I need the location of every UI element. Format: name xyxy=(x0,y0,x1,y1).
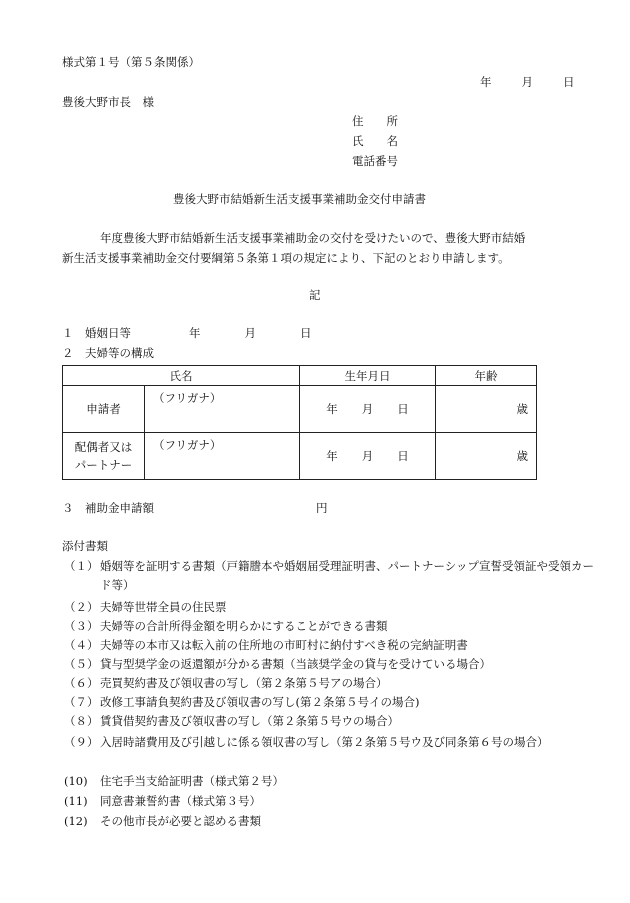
list-item-text: 賃貸借契約書及び領収書の写し（第２条第５号ウの場合） xyxy=(100,714,399,728)
spouse-label-line1: 配偶者又は xyxy=(74,439,133,454)
applicant-label: 申請者 xyxy=(63,386,145,433)
body-line-1: 年度豊後大野市結婚新生活支援事業補助金の交付を受けたいので、豊後大野市結婚 xyxy=(100,231,526,245)
header-age: 年齢 xyxy=(436,366,537,386)
list-item-number: （６） xyxy=(64,676,99,690)
spouse-kana-label: （フリガナ） xyxy=(153,438,222,452)
date-year: 年 xyxy=(480,75,492,89)
list-item xyxy=(64,617,388,636)
table-row xyxy=(63,386,537,433)
address-label: 住 所 xyxy=(352,114,398,128)
spouse-dob-year: 年 xyxy=(326,449,338,463)
applicant-dob-field[interactable] xyxy=(300,386,436,433)
list-item xyxy=(64,772,284,791)
list-item-number: （４） xyxy=(64,638,99,652)
applicant-kana-label: （フリガナ） xyxy=(153,391,222,405)
list-item-text: 貸与型奨学金の返還額が分かる書類（当該奨学金の貸与を受けている場合） xyxy=(100,657,491,671)
spouse-dob-month: 月 xyxy=(361,449,374,463)
attachments-heading: 添付書類 xyxy=(62,539,108,553)
applicant-dob-year: 年 xyxy=(326,402,338,416)
list-item-text: 住宅手当支給証明書（様式第２号） xyxy=(100,774,284,788)
spouse-dob-field[interactable] xyxy=(300,433,436,480)
marriage-date-label: １ 婚姻日等 xyxy=(62,326,131,340)
section-couple-label: ２ 夫婦等の構成 xyxy=(62,346,154,360)
document-title: 豊後大野市結婚新生活支援事業補助金交付申請書 xyxy=(173,192,426,206)
list-item xyxy=(64,674,388,693)
spouse-age-unit: 歳 xyxy=(516,449,528,463)
addressee: 豊後大野市長 様 xyxy=(62,95,154,109)
applicant-dob-day: 日 xyxy=(397,402,409,416)
subsidy-amount-label: ３ 補助金申請額 xyxy=(62,501,154,515)
section-subsidy-amount xyxy=(62,502,328,516)
list-item xyxy=(64,557,600,595)
header-dob: 生年月日 xyxy=(300,366,436,386)
form-label: 様式第１号（第５条関係） xyxy=(62,55,200,69)
table-header-row xyxy=(63,366,537,386)
applicant-dob-month: 月 xyxy=(361,402,374,416)
couple-table xyxy=(62,365,537,480)
list-item-text: その他市長が必要と認める書類 xyxy=(100,814,261,828)
list-item-number: （９） xyxy=(64,735,99,749)
list-item-number: (12) xyxy=(64,814,88,828)
list-item xyxy=(64,792,261,811)
list-item-text: 同意書兼誓約書（様式第３号） xyxy=(100,794,261,808)
list-item-number: （５） xyxy=(64,657,99,671)
list-item-number: （７） xyxy=(64,695,99,709)
spouse-dob-day: 日 xyxy=(397,449,409,463)
marriage-month: 月 xyxy=(244,326,256,340)
name-label: 氏 名 xyxy=(352,134,398,148)
spouse-name-field[interactable] xyxy=(145,433,300,480)
spouse-label-line2: パートナー xyxy=(74,458,133,472)
list-item xyxy=(64,712,399,731)
section-marriage-date xyxy=(62,327,312,341)
list-item xyxy=(64,733,600,752)
applicant-age-field[interactable] xyxy=(436,386,537,433)
list-item-number: （１） xyxy=(64,559,99,573)
list-item xyxy=(64,693,419,712)
ki-heading: 記 xyxy=(309,288,321,302)
list-item-text: 夫婦等世帯全員の住民票 xyxy=(100,600,227,614)
applicant-age-unit: 歳 xyxy=(516,402,528,416)
body-line-2: 新生活支援事業補助金交付要綱第５条第１項の規定により、下記のとおり申請します。 xyxy=(62,251,510,265)
list-item xyxy=(64,598,227,617)
list-item-number: (11) xyxy=(64,794,88,808)
header-name: 氏名 xyxy=(63,366,300,386)
submission-date xyxy=(480,76,575,90)
subsidy-amount-unit: 円 xyxy=(316,501,328,515)
list-item-number: (10) xyxy=(64,774,88,788)
marriage-day: 日 xyxy=(300,326,312,340)
date-month: 月 xyxy=(521,75,533,89)
list-item-text: 夫婦等の本市又は転入前の住所地の市町村に納付すべき税の完納証明書 xyxy=(100,638,468,652)
list-item-text: 婚姻等を証明する書類（戸籍謄本や婚姻届受理証明書、パートナーシップ宣誓受領証や受領カード等） xyxy=(100,559,595,592)
list-item xyxy=(64,636,468,655)
table-row xyxy=(63,433,537,480)
list-item xyxy=(64,655,491,674)
list-item-number: （２） xyxy=(64,600,99,614)
date-day: 日 xyxy=(563,75,575,89)
list-item-text: 改修工事請負契約書及び領収書の写し(第２条第５号イの場合) xyxy=(100,695,420,709)
list-item-text: 売買契約書及び領収書の写し（第２条第５号アの場合） xyxy=(100,676,388,690)
list-item-text: 夫婦等の合計所得金額を明らかにすることができる書類 xyxy=(100,619,388,633)
list-item-text: 入居時諸費用及び引越しに係る領収書の写し（第２条第５号ウ及び同条第６号の場合） xyxy=(100,735,549,749)
list-item-number: （３） xyxy=(64,619,99,633)
spouse-label xyxy=(63,433,145,480)
phone-label: 電話番号 xyxy=(352,154,398,168)
list-item-number: （８） xyxy=(64,714,99,728)
list-item xyxy=(64,812,261,831)
marriage-year: 年 xyxy=(189,326,201,340)
applicant-name-field[interactable] xyxy=(145,386,300,433)
spouse-age-field[interactable] xyxy=(436,433,537,480)
